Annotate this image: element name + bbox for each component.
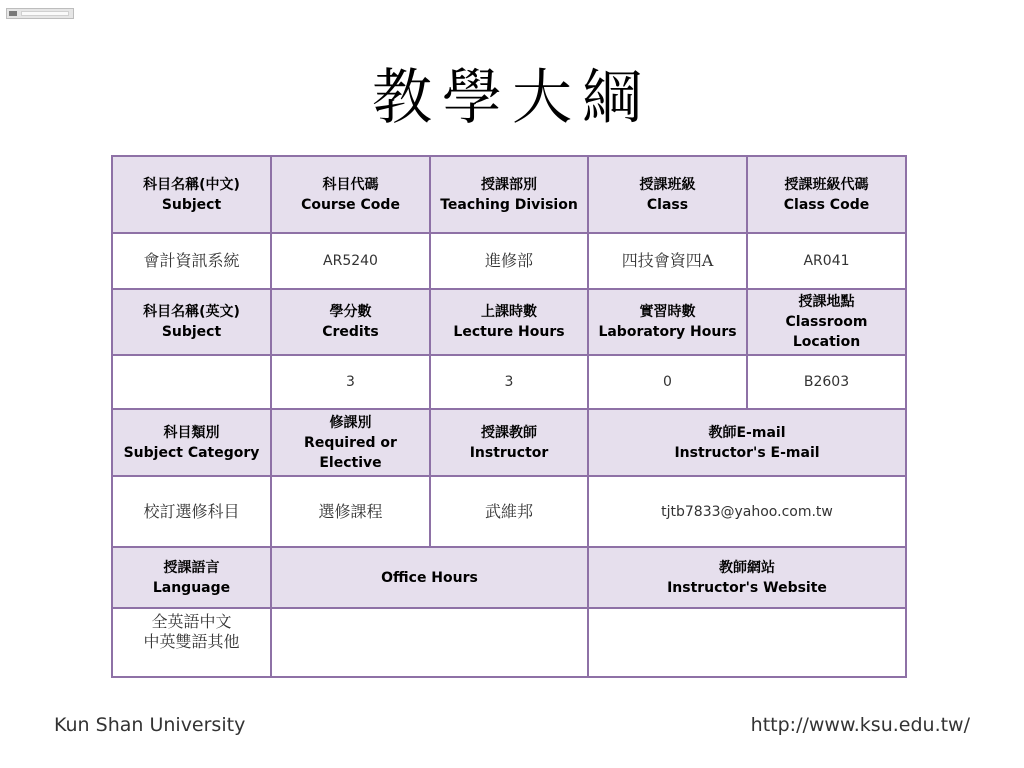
- value-row: [112, 233, 906, 289]
- page-title: 教學大綱: [372, 63, 652, 133]
- header-en: Credits: [322, 324, 379, 340]
- header-en: Teaching Division: [440, 196, 578, 213]
- value-classroom-location: B2603: [747, 355, 906, 409]
- header-en: Course Code: [301, 196, 400, 213]
- scrollbar-thumb[interactable]: [9, 11, 17, 16]
- header-teaching-division: [430, 156, 588, 233]
- syllabus-table: [111, 155, 907, 678]
- value-subject-category: 校訂選修科目: [112, 476, 271, 547]
- value-lecture-hours: 3: [430, 355, 588, 409]
- header-en: Classroom Location: [785, 314, 868, 350]
- header-row: [112, 547, 906, 608]
- header-en: Subject Category: [123, 444, 260, 461]
- header-zh: 上課時數: [481, 304, 537, 320]
- header-instructor: [430, 409, 588, 476]
- header-zh: 教師E-mail: [708, 424, 786, 441]
- header-zh: 科目代碼: [322, 176, 379, 193]
- header-en: Subject: [161, 196, 222, 213]
- header-zh: 授課地點: [798, 294, 855, 310]
- scrollbar-track[interactable]: [21, 11, 69, 16]
- value-class-code: AR041: [747, 233, 906, 289]
- header-en: Lecture Hours: [453, 324, 565, 340]
- header-instructor-website: [588, 547, 906, 608]
- value-office-hours: [271, 608, 588, 677]
- header-zh: 授課班級: [639, 176, 696, 193]
- header-required-elective: [271, 409, 430, 476]
- header-lecture-hours: [430, 289, 588, 355]
- header-course-code: [271, 156, 430, 233]
- header-office-hours: [271, 547, 588, 608]
- header-zh: 授課語言: [163, 559, 220, 576]
- header-class: [588, 156, 747, 233]
- language-line-1: 全英語中文: [151, 612, 232, 631]
- language-line-2: 中英雙語其他: [143, 632, 240, 651]
- header-zh: 學分數: [329, 304, 372, 320]
- header-zh: 授課班級代碼: [784, 176, 869, 193]
- header-zh: 實習時數: [639, 304, 696, 320]
- value-class: 四技會資四A: [588, 233, 747, 289]
- header-zh: 科目名稱(英文): [143, 304, 240, 320]
- value-instructor: 武維邦: [430, 476, 588, 547]
- header-zh: 授課教師: [481, 424, 537, 441]
- header-en: Class Code: [783, 196, 870, 213]
- header-en: Instructor's E-mail: [674, 444, 820, 461]
- header-en: Required or Elective: [304, 434, 397, 471]
- header-classroom-location: [747, 289, 906, 355]
- value-row: [112, 476, 906, 547]
- header-en: Language: [152, 579, 231, 596]
- header-instructor-email: [588, 409, 906, 476]
- header-en: Instructor's Website: [667, 579, 827, 596]
- header-en: Office Hours: [381, 569, 478, 586]
- header-laboratory-hours: [588, 289, 747, 355]
- header-row: [112, 289, 906, 355]
- value-row: [112, 355, 906, 409]
- value-laboratory-hours: 0: [588, 355, 747, 409]
- header-subject-zh: [112, 156, 271, 233]
- header-row: [112, 156, 906, 233]
- header-subject-en: [112, 289, 271, 355]
- header-class-code: [747, 156, 906, 233]
- header-zh: 科目類別: [163, 424, 220, 441]
- header-row: [112, 409, 906, 476]
- value-row: [112, 608, 906, 677]
- mini-scrollbar[interactable]: [6, 8, 74, 19]
- header-en: Laboratory Hours: [598, 324, 737, 340]
- value-course-code: AR5240: [271, 233, 430, 289]
- header-zh: 修課別: [329, 414, 372, 431]
- value-teaching-division: 進修部: [430, 233, 588, 289]
- value-instructor-email[interactable]: tjtb7833@yahoo.com.tw: [588, 476, 906, 547]
- value-language: [112, 608, 271, 677]
- value-instructor-website: [588, 608, 906, 677]
- header-credits: [271, 289, 430, 355]
- value-subject-en: [112, 355, 271, 409]
- value-subject-zh: 會計資訊系統: [112, 233, 271, 289]
- header-zh: 授課部別: [481, 176, 537, 193]
- value-credits: 3: [271, 355, 430, 409]
- university-name: Kun Shan University: [54, 714, 246, 736]
- header-language: [112, 547, 271, 608]
- header-zh: 教師網站: [719, 559, 775, 576]
- value-required-elective: 選修課程: [271, 476, 430, 547]
- header-en: Subject: [161, 324, 222, 340]
- header-zh: 科目名稱(中文): [143, 176, 240, 193]
- header-en: Class: [646, 196, 689, 213]
- university-url[interactable]: http://www.ksu.edu.tw/: [750, 714, 970, 736]
- header-en: Instructor: [469, 444, 549, 461]
- header-subject-category: [112, 409, 271, 476]
